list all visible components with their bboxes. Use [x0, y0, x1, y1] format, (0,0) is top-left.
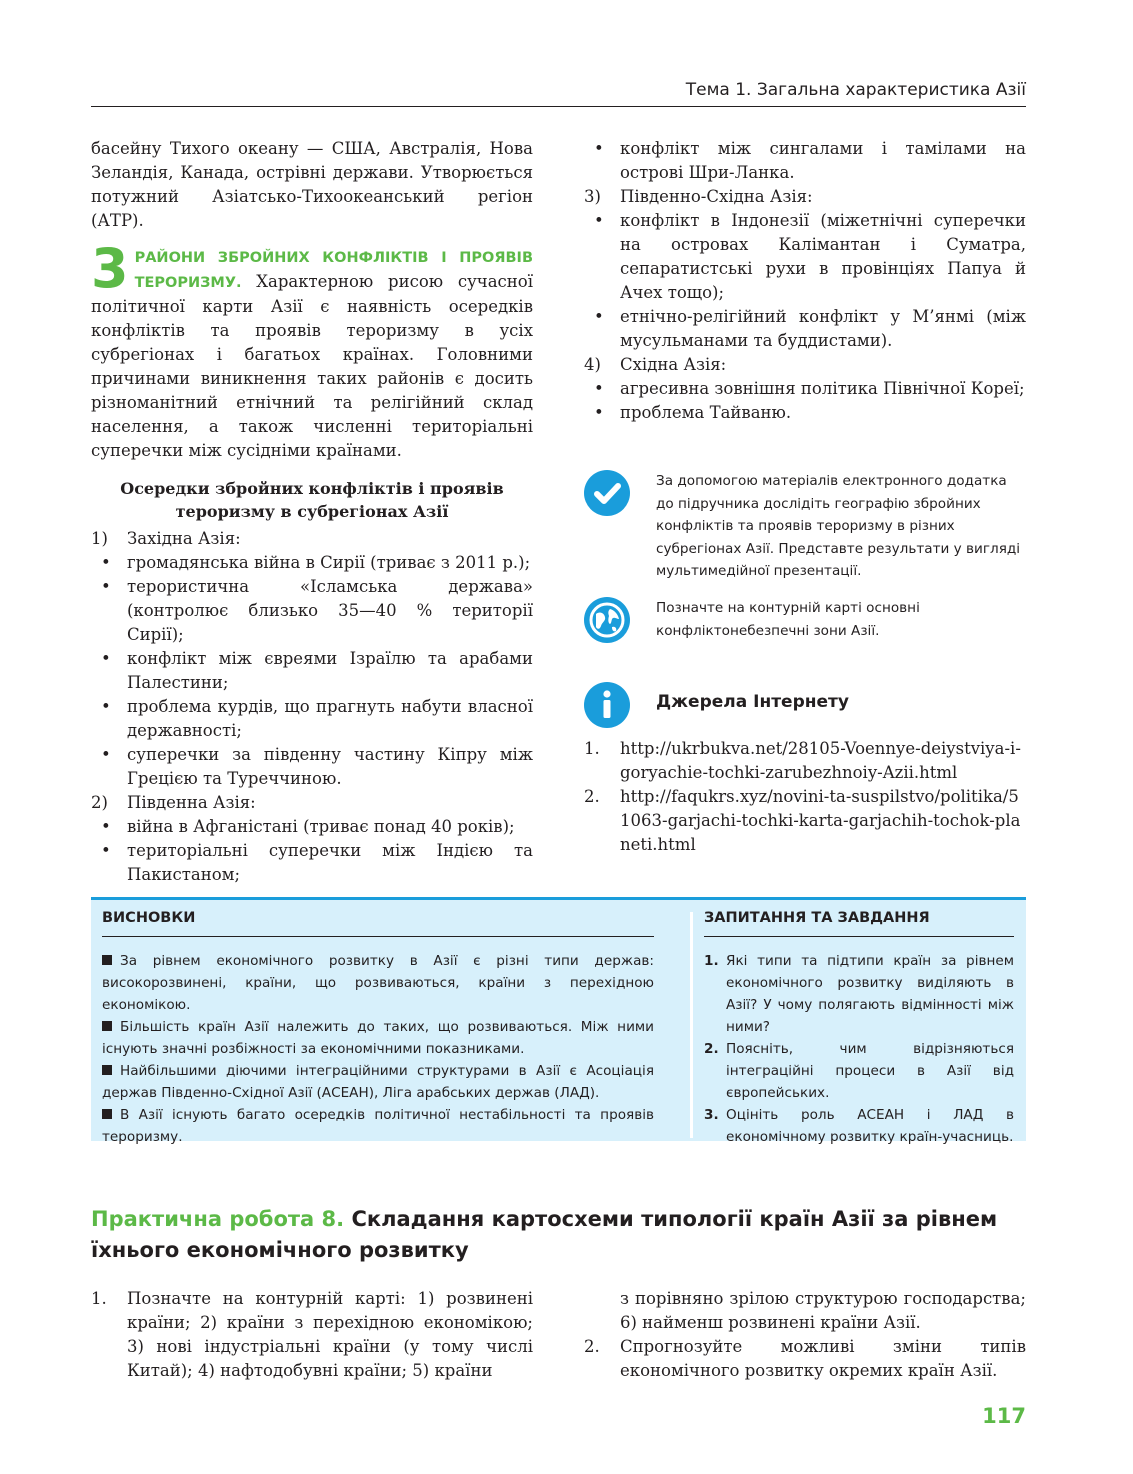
bullet-icon: • [594, 379, 604, 398]
right-column [584, 137, 1026, 425]
list-item [91, 1287, 533, 1383]
links-list [584, 737, 1026, 857]
bullet-icon: • [101, 649, 111, 668]
conclusion-item [102, 1016, 654, 1060]
question-item [704, 1104, 1014, 1148]
conclusion-item [102, 1060, 654, 1104]
conclusion-item [102, 950, 654, 1016]
bullet-icon: • [101, 841, 111, 860]
link-number: 1. [584, 739, 600, 758]
left-column [91, 137, 533, 887]
conclusion-text: Більшість країн Азії належить до таких, що розвиваються. Між ними існують значні розбіжності за економічними показниками. [102, 1019, 654, 1057]
practical-work-heading: Складання картосхеми типології країн Азії за рівнем їхнього економічного розвитку [91, 1207, 998, 1262]
regions-list-right [584, 185, 1026, 425]
list-item [584, 137, 1026, 185]
square-bullet-icon [102, 955, 112, 965]
intro-paragraph: басейну Тихого океану — США, Австралія, Нова Зеландія, Канада, острівні держави. Утворюється потужний Азіатсько-Тихоокеанський регіон (АТР). [91, 139, 533, 230]
practical-tasks-continued [584, 1287, 1026, 1383]
regions-list-continued [584, 137, 1026, 185]
bullet-icon: • [101, 697, 111, 716]
question-number: 1. [704, 953, 719, 969]
header-rule [91, 106, 1026, 107]
question-number: 3. [704, 1107, 719, 1123]
list-item-text: агресивна зовнішня політика Північної Кореї; [620, 379, 1025, 398]
list-item-text: конфлікт в Індонезії (міжетнічні суперечки на островах Калімантан і Суматра, сепаратистські рухи в провінціях Папуа й Ачех тощо); [620, 211, 1026, 302]
list-item [91, 551, 533, 575]
practical-work-label: Практична робота 8. [91, 1207, 345, 1231]
list-item [584, 377, 1026, 401]
list-item-text: терористична «Ісламська держава» (контролює близько 35—40 % території Сирії); [127, 577, 533, 644]
conclusion-text: За рівнем економічного розвитку в Азії є різні типи держав: високорозвинені, країни, що розвиваються, країни з перехідною економікою. [102, 953, 654, 1013]
region-name: Східна Азія: [620, 355, 727, 374]
practical-work-title [91, 1204, 1026, 1266]
section-number: 3 [91, 237, 129, 300]
region-heading [91, 527, 533, 551]
region-name: Західна Азія: [127, 529, 241, 548]
list-item-text: етнічно-релігійний конфлікт у М’янмі (між мусульманами та буддистами). [620, 307, 1026, 350]
region-heading [584, 353, 1026, 377]
list-item [91, 839, 533, 887]
list-item-text: війна в Афганістані (триває понад 40 років); [127, 817, 515, 836]
list-item [584, 1335, 1026, 1383]
check-note-text: За допомогою матеріалів електронного додатка до підручника дослідіть географію збройних конфліктів та проявів тероризму в різних субрегіонах Азії. Представте результати у вигляді мультимедійної презентації. [656, 473, 1021, 579]
bullet-icon: • [594, 211, 604, 230]
list-item-text: проблема Тайваню. [620, 403, 792, 422]
question-text: Поясніть, чим відрізняються інтеграційні процеси в Азії від європейських. [726, 1041, 1014, 1101]
task-number: 2. [584, 1337, 600, 1356]
question-text: Оцініть роль АСЕАН і ЛАД в економічному розвитку країн-учасниць. [726, 1107, 1014, 1145]
region-heading [91, 791, 533, 815]
square-bullet-icon [102, 1109, 112, 1119]
summary-box-divider [690, 912, 693, 1138]
list-item [91, 695, 533, 743]
conclusions-rule [102, 936, 654, 937]
globe-note-text: Позначте на контурній карті основні конфліктонебезпечні зони Азії. [656, 600, 920, 639]
link-url: http://ukrbukva.net/28105-Voennye-deiystviya-i-goryachie-tochki-zarubezhnoiy-Azii.html [620, 739, 1021, 782]
practical-task-1 [91, 1287, 533, 1383]
regions-list-left [91, 527, 533, 887]
section-3 [91, 237, 533, 463]
bullet-icon: • [594, 403, 604, 422]
region-number: 1) [91, 529, 108, 548]
list-item [584, 209, 1026, 305]
running-header: Тема 1. Загальна характеристика Азії [685, 80, 1026, 100]
globe-icon [584, 597, 630, 643]
list-item [91, 647, 533, 695]
region-heading [584, 185, 1026, 209]
conclusions-title: ВИСНОВКИ [102, 910, 196, 926]
internet-sources-title: Джерела Інтернету [656, 692, 849, 712]
link-item [584, 737, 1026, 785]
list-item [584, 1287, 1026, 1335]
task-text: Позначте на контурній карті: 1) розвинені країни; 2) країни з перехідною економікою; 3) нові індустріальні країни (у тому числі Китай); 4) нафтодобувні країни; 5) країни [127, 1289, 533, 1380]
conclusion-item [102, 1104, 654, 1148]
bullet-icon: • [101, 745, 111, 764]
question-item [704, 950, 1014, 1038]
region-number: 3) [584, 187, 601, 206]
conclusion-text: Найбільшими діючими інтеграційними структурами в Азії є Асоціація держав Південно-Східної Азії (АСЕАН), Ліга арабських держав (ЛАД). [102, 1063, 654, 1101]
contour-map-note [584, 597, 1026, 647]
checkmark-icon [584, 470, 630, 516]
region-name: Південна Азія: [127, 793, 256, 812]
list-item-text: конфлікт між євреями Ізраїлю та арабами Палестини; [127, 649, 533, 692]
list-item [91, 743, 533, 791]
task-text: Спрогнозуйте можливі зміни типів економічного розвитку окремих країн Азії. [620, 1337, 1026, 1380]
table-caption: Осередки збройних конфліктів і проявів тероризму в субрегіонах Азії [120, 479, 504, 521]
bullet-icon: • [101, 817, 111, 836]
questions-rule [704, 936, 1014, 937]
questions-list [704, 950, 1014, 1148]
square-bullet-icon [102, 1021, 112, 1031]
section-3-text: Характерною рисою сучасної політичної карти Азії є наявність осередків конфліктів та проявів тероризму в усіх субрегіонах і багатьох країнах. Головними причинами виникнення таких районів є досить різноманітний етнічний та релігійний склад населення, а також численні територіальні суперечки між сусідніми країнами. [91, 272, 533, 460]
section-3-paragraph [91, 237, 533, 463]
section-title: РАЙОНИ ЗБРОЙНИХ КОНФЛІКТІВ І ПРОЯВІВ ТЕРОРИЗМУ. [134, 250, 533, 291]
conclusions-list [102, 950, 654, 1148]
page-number: 117 [982, 1404, 1026, 1428]
questions-title: ЗАПИТАННЯ ТА ЗАВДАННЯ [704, 910, 930, 926]
question-text: Які типи та підтипи країн за рівнем економічного розвитку виділяють в Азії? У чому полягають відмінності між ними? [726, 953, 1014, 1035]
bullet-icon: • [594, 139, 604, 158]
bullet-icon: • [101, 577, 111, 596]
region-number: 4) [584, 355, 601, 374]
list-item [91, 815, 533, 839]
list-item-text: суперечки за південну частину Кіпру між Грецією та Туреччиною. [127, 745, 533, 788]
electronic-supplement-note [584, 470, 1026, 582]
list-item [584, 401, 1026, 425]
internet-sources-note [584, 682, 1026, 730]
list-item-text: громадянська війна в Сирії (триває з 2011 р.); [127, 553, 531, 572]
link-number: 2. [584, 787, 600, 806]
list-item-text: проблема курдів, що прагнуть набути власної державності; [127, 697, 533, 740]
link-item [584, 785, 1026, 857]
question-number: 2. [704, 1041, 719, 1057]
task-text: з порівняно зрілою структурою господарства; 6) найменш розвинені країни Азії. [620, 1289, 1026, 1332]
list-item-text: конфлікт між сингалами і тамілами на острові Шри-Ланка. [620, 139, 1026, 182]
list-item [584, 305, 1026, 353]
bullet-icon: • [594, 307, 604, 326]
region-name: Південно-Східна Азія: [620, 187, 813, 206]
question-item [704, 1038, 1014, 1104]
bullet-icon: • [101, 553, 111, 572]
info-icon [584, 682, 630, 728]
square-bullet-icon [102, 1065, 112, 1075]
list-item-text: територіальні суперечки між Індією та Пакистаном; [127, 841, 533, 884]
task-number: 1. [91, 1289, 107, 1308]
list-item [91, 575, 533, 647]
region-number: 2) [91, 793, 108, 812]
link-url: http://faqukrs.xyz/novini-ta-suspilstvo/politika/51063-garjachi-tochki-karta-garjachih-tochok-planeti.html [620, 787, 1021, 854]
conclusion-text: В Азії існують багато осередків політичної нестабільності та проявів тероризму. [102, 1107, 654, 1145]
